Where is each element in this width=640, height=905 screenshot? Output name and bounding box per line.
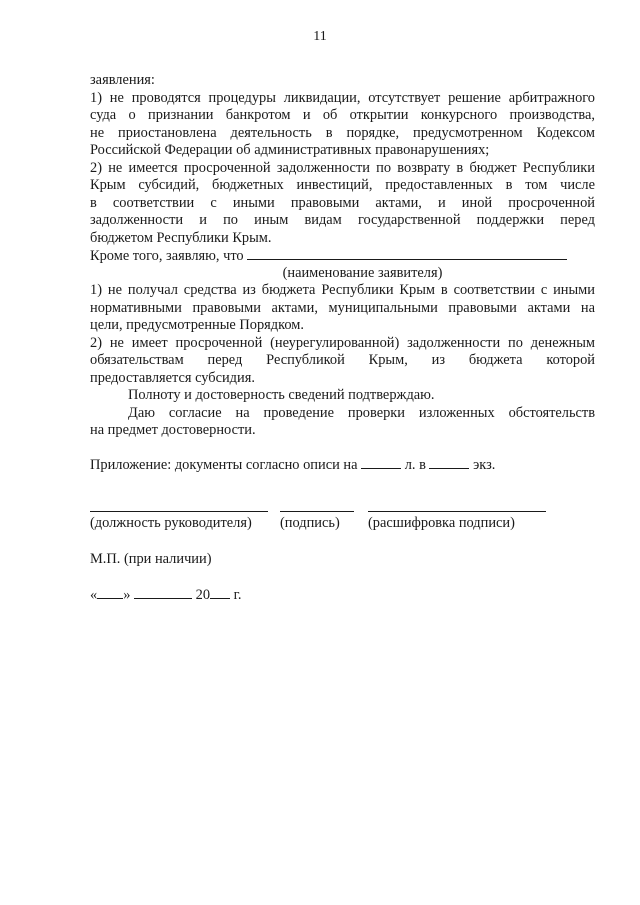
text-line: суда о признании банкротом и об открытии конкурсного производства, (90, 107, 595, 123)
text-line: обязательствам перед Республикой Крым, из бюджета которой (90, 352, 595, 368)
year-suffix: г. (233, 586, 242, 603)
pages-blank (361, 456, 401, 469)
text-line: 2) не имеет просроченной (неурегулированной) задолженности по денежным (90, 334, 595, 351)
date-line (90, 586, 595, 604)
text-line: бюджетом Республики Крым. (90, 229, 272, 246)
position-label: (должность руководителя) (90, 515, 252, 531)
text-line: заявления: (90, 72, 155, 88)
applicant-name-caption: (наименование заявителя) (282, 264, 443, 281)
date-close-quote: » (123, 586, 131, 603)
copies-blank (429, 456, 469, 469)
signature-lines (90, 499, 595, 515)
signature-decode-blank (368, 499, 546, 512)
text-line: нормативными правовыми актами, муниципальными правовыми актами на (90, 299, 595, 316)
signature-label: (подпись) (280, 515, 340, 531)
text-line: предоставляется субсидия. (90, 369, 255, 386)
attachment-suffix: экз. (473, 456, 496, 473)
text-line: Кроме того, заявляю, что (90, 248, 244, 264)
text-line: Российской Федерации об административных правонарушениях; (90, 142, 490, 158)
text-line: Даю согласие на проведение проверки изложенных обстоятельств (128, 404, 595, 421)
text-line: Крым субсидий, бюджетных инвестиций, предоставленных в том числе (90, 177, 595, 193)
text-line: 1) не проводятся процедуры ликвидации, отсутствует решение арбитражного (90, 89, 595, 106)
text-line: цели, предусмотренные Порядком. (90, 317, 304, 333)
text-line: в соответствии с иными правовыми актами, и иной просроченной (90, 194, 595, 211)
seal-note: М.П. (при наличии) (90, 551, 212, 567)
day-blank (97, 586, 123, 599)
text-line: задолженности и по иным видам государственной поддержки перед (90, 212, 595, 228)
page-number: 11 (313, 29, 327, 44)
text-line: не приостановлена деятельность в порядке, предусмотренном Кодексом (90, 124, 595, 141)
document-body (90, 72, 595, 603)
applicant-name-blank (247, 247, 567, 260)
date-open-quote: « (90, 586, 98, 603)
text-line: на предмет достоверности. (90, 422, 256, 438)
signature-labels (90, 515, 595, 533)
signature-decode-label: (расшифровка подписи) (368, 515, 515, 531)
text-line: 1) не получал средства из бюджета Республики Крым в соответствии с иными (90, 282, 595, 298)
attachment-prefix: Приложение: документы согласно описи на (90, 456, 358, 473)
month-blank (134, 586, 192, 599)
text-line: Полноту и достоверность сведений подтверждаю. (128, 387, 435, 403)
attachment-line (90, 456, 595, 474)
attachment-middle: л. в (404, 456, 426, 473)
year-blank (210, 586, 230, 599)
position-blank (90, 499, 268, 512)
applicant-declaration-line (90, 247, 595, 265)
text-line: 2) не имеется просроченной задолженности по возврату в бюджет Республики (90, 159, 595, 176)
signature-blank (280, 499, 354, 512)
year-prefix: 20 (195, 586, 211, 603)
